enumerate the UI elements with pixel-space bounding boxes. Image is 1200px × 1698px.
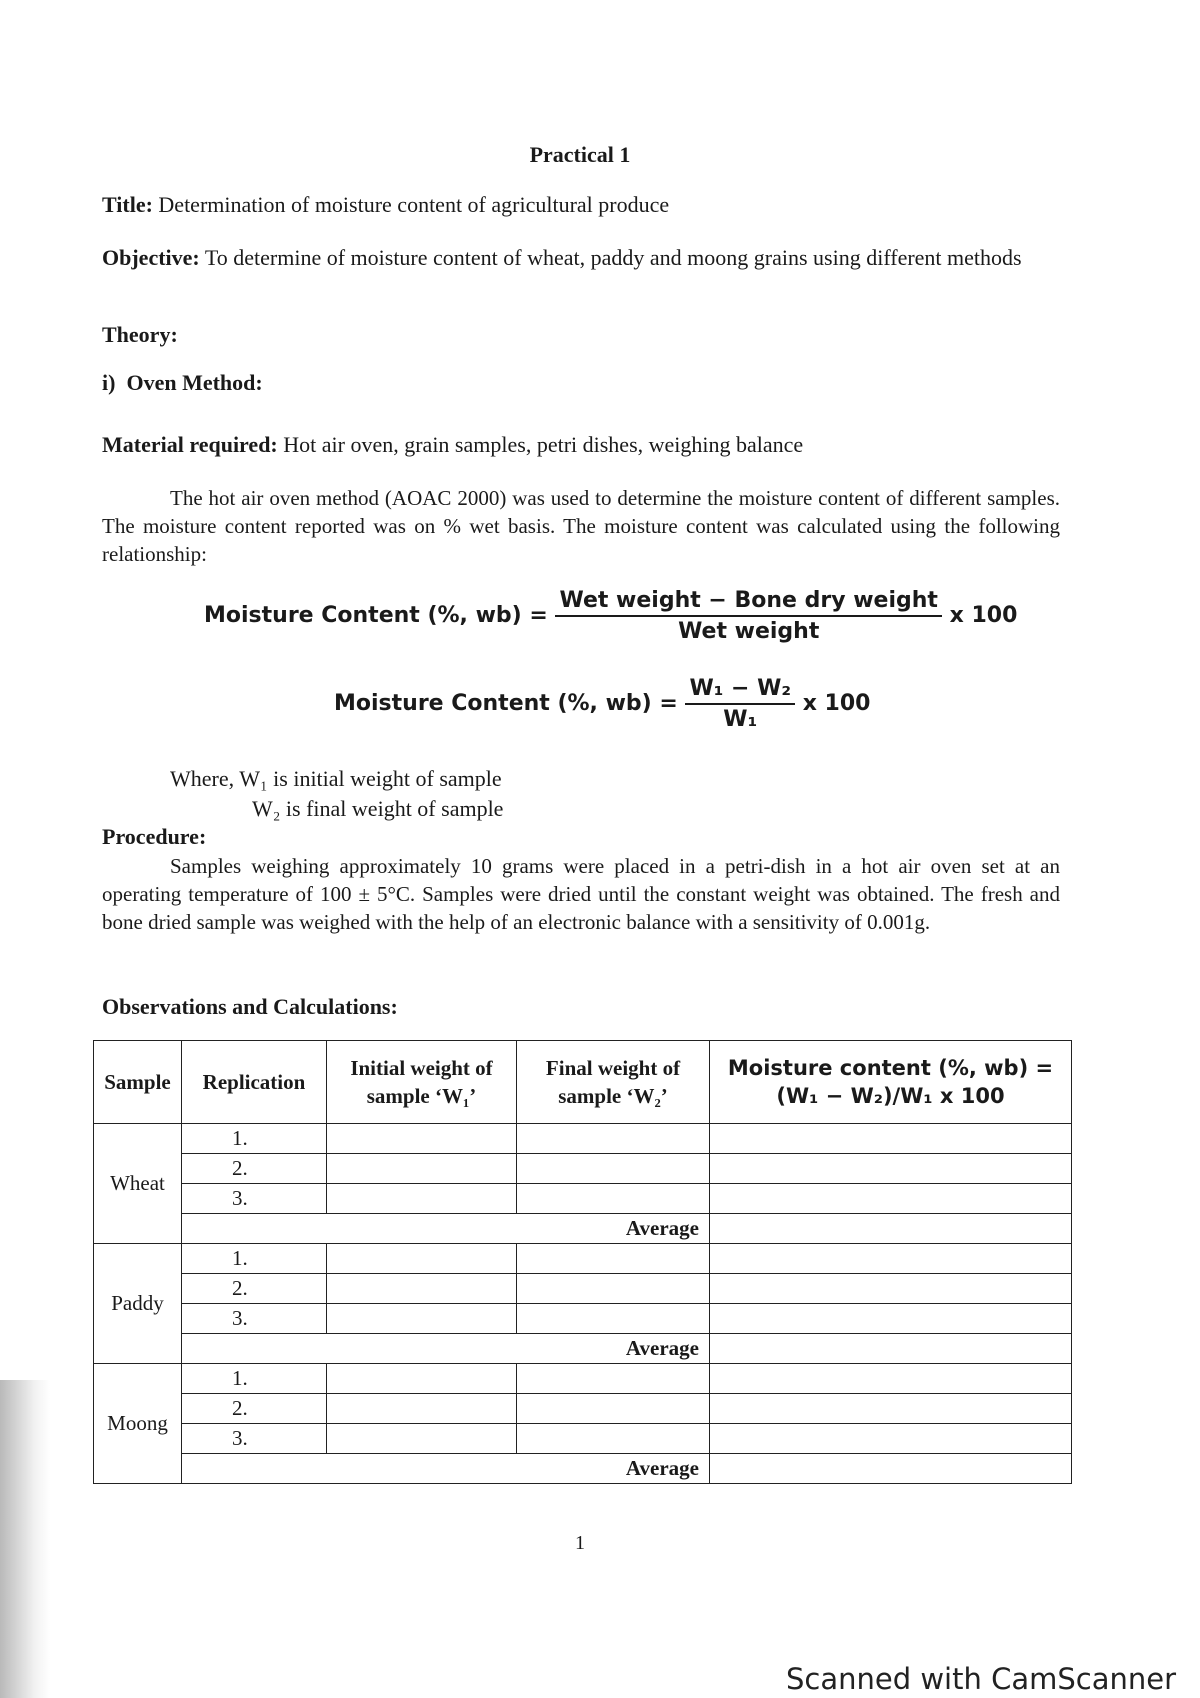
formula1-factor: x 100 — [949, 603, 1018, 628]
formula1-lhs: Moisture Content (%, wb) = — [204, 603, 548, 628]
final-weight-cell[interactable] — [517, 1184, 710, 1214]
average-value-cell[interactable] — [710, 1454, 1072, 1484]
camscanner-watermark: Scanned with CamScanner — [785, 1662, 1176, 1696]
initial-weight-cell[interactable] — [327, 1424, 517, 1454]
observations-table — [93, 1040, 1072, 1484]
theory-paragraph: The hot air oven method (AOAC 2000) was used to determine the moisture content of different samples. The moisture content reported was on % wet basis. The moisture content was calculated using the following relationship: — [102, 486, 1060, 566]
final-weight-cell[interactable] — [517, 1394, 710, 1424]
sample-name-moong: Moong — [94, 1364, 182, 1484]
initial-weight-cell[interactable] — [327, 1124, 517, 1154]
formula-wet-basis — [204, 588, 1017, 644]
table-row — [94, 1364, 1072, 1394]
table-row — [94, 1244, 1072, 1274]
replication-cell: 1. — [182, 1364, 327, 1394]
table-row — [94, 1304, 1072, 1334]
final-weight-cell[interactable] — [517, 1154, 710, 1184]
table-row — [94, 1124, 1072, 1154]
average-value-cell[interactable] — [710, 1214, 1072, 1244]
average-row — [94, 1214, 1072, 1244]
table-row — [94, 1154, 1072, 1184]
average-label: Average — [182, 1334, 710, 1364]
replication-cell: 1. — [182, 1244, 327, 1274]
average-value-cell[interactable] — [710, 1334, 1072, 1364]
formula2-lhs: Moisture Content (%, wb) = — [334, 691, 678, 716]
initial-weight-cell[interactable] — [327, 1364, 517, 1394]
header-moisture-content: Moisture content (%, wb) = (W₁ − W₂)/W₁ x 100 — [710, 1041, 1072, 1124]
moisture-cell[interactable] — [710, 1244, 1072, 1274]
initial-weight-cell[interactable] — [327, 1304, 517, 1334]
final-weight-cell[interactable] — [517, 1424, 710, 1454]
table-row — [94, 1424, 1072, 1454]
replication-cell: 3. — [182, 1184, 327, 1214]
procedure-label: Procedure: — [102, 824, 207, 849]
procedure-paragraph: Samples weighing approximately 10 grams were placed in a petri-dish in a hot air oven set at an operating temperature of 100 ± 5°C. Samples were dried until the constant weight was obtained. The fresh and bone dried sample was weighed with the help of an electronic balance with a sensitivity of 0.001g. — [102, 854, 1060, 934]
where-line-1: Where, W₁ is initial weight of sample — [170, 766, 502, 791]
method-heading — [102, 370, 263, 396]
table-row — [94, 1274, 1072, 1304]
header-replication: Replication — [182, 1041, 327, 1124]
final-weight-cell[interactable] — [517, 1364, 710, 1394]
final-weight-cell[interactable] — [517, 1244, 710, 1274]
table-row — [94, 1394, 1072, 1424]
replication-cell: 2. — [182, 1274, 327, 1304]
where-block — [170, 764, 503, 824]
header-final-weight: Final weight of sample ‘W₂’ — [517, 1041, 710, 1124]
average-label: Average — [182, 1454, 710, 1484]
formula2-factor: x 100 — [802, 691, 871, 716]
title-line — [102, 192, 669, 218]
initial-weight-cell[interactable] — [327, 1154, 517, 1184]
replication-cell: 1. — [182, 1124, 327, 1154]
objective-text: To determine of moisture content of wheat, paddy and moong grains using different methods — [204, 245, 1022, 270]
formula2-fraction — [685, 676, 795, 732]
objective-line — [102, 244, 1060, 272]
sample-name-wheat: Wheat — [94, 1124, 182, 1244]
header-initial-weight: Initial weight of sample ‘W₁’ — [327, 1041, 517, 1124]
initial-weight-cell[interactable] — [327, 1274, 517, 1304]
practical-heading: Practical 1 — [529, 142, 631, 167]
title-text: Determination of moisture content of agricultural produce — [158, 192, 670, 217]
formula2-numerator: W₁ − W₂ — [685, 676, 795, 705]
replication-cell: 2. — [182, 1394, 327, 1424]
material-line — [102, 432, 803, 458]
initial-weight-cell[interactable] — [327, 1394, 517, 1424]
method-name: Oven Method: — [126, 370, 263, 395]
moisture-cell[interactable] — [710, 1394, 1072, 1424]
average-row — [94, 1334, 1072, 1364]
final-weight-cell[interactable] — [517, 1274, 710, 1304]
replication-cell: 2. — [182, 1154, 327, 1184]
moisture-cell[interactable] — [710, 1154, 1072, 1184]
material-text: Hot air oven, grain samples, petri dishes, weighing balance — [283, 432, 804, 457]
page-number: 1 — [575, 1532, 585, 1554]
header-sample: Sample — [94, 1041, 182, 1124]
objective-label: Objective: — [102, 245, 200, 270]
formula1-numerator: Wet weight − Bone dry weight — [555, 588, 941, 617]
title-label: Title: — [102, 192, 153, 217]
average-row — [94, 1454, 1072, 1484]
initial-weight-cell[interactable] — [327, 1244, 517, 1274]
theory-label: Theory: — [102, 322, 178, 347]
formula2-denominator: W₁ — [723, 707, 758, 732]
formula1-fraction — [555, 588, 941, 644]
observations-label: Observations and Calculations: — [102, 994, 398, 1019]
table-row — [94, 1184, 1072, 1214]
moisture-cell[interactable] — [710, 1304, 1072, 1334]
sample-name-paddy: Paddy — [94, 1244, 182, 1364]
moisture-cell[interactable] — [710, 1364, 1072, 1394]
formula1-denominator: Wet weight — [678, 619, 820, 644]
table-header-row — [94, 1041, 1072, 1124]
final-weight-cell[interactable] — [517, 1304, 710, 1334]
material-label: Material required: — [102, 432, 278, 457]
moisture-cell[interactable] — [710, 1184, 1072, 1214]
moisture-cell[interactable] — [710, 1274, 1072, 1304]
formula-weights — [334, 676, 870, 732]
replication-cell: 3. — [182, 1304, 327, 1334]
initial-weight-cell[interactable] — [327, 1184, 517, 1214]
where-line-2: W₂ is final weight of sample — [252, 796, 504, 821]
final-weight-cell[interactable] — [517, 1124, 710, 1154]
moisture-cell[interactable] — [710, 1124, 1072, 1154]
replication-cell: 3. — [182, 1424, 327, 1454]
method-number: i) — [102, 370, 116, 395]
moisture-cell[interactable] — [710, 1424, 1072, 1454]
average-label: Average — [182, 1214, 710, 1244]
